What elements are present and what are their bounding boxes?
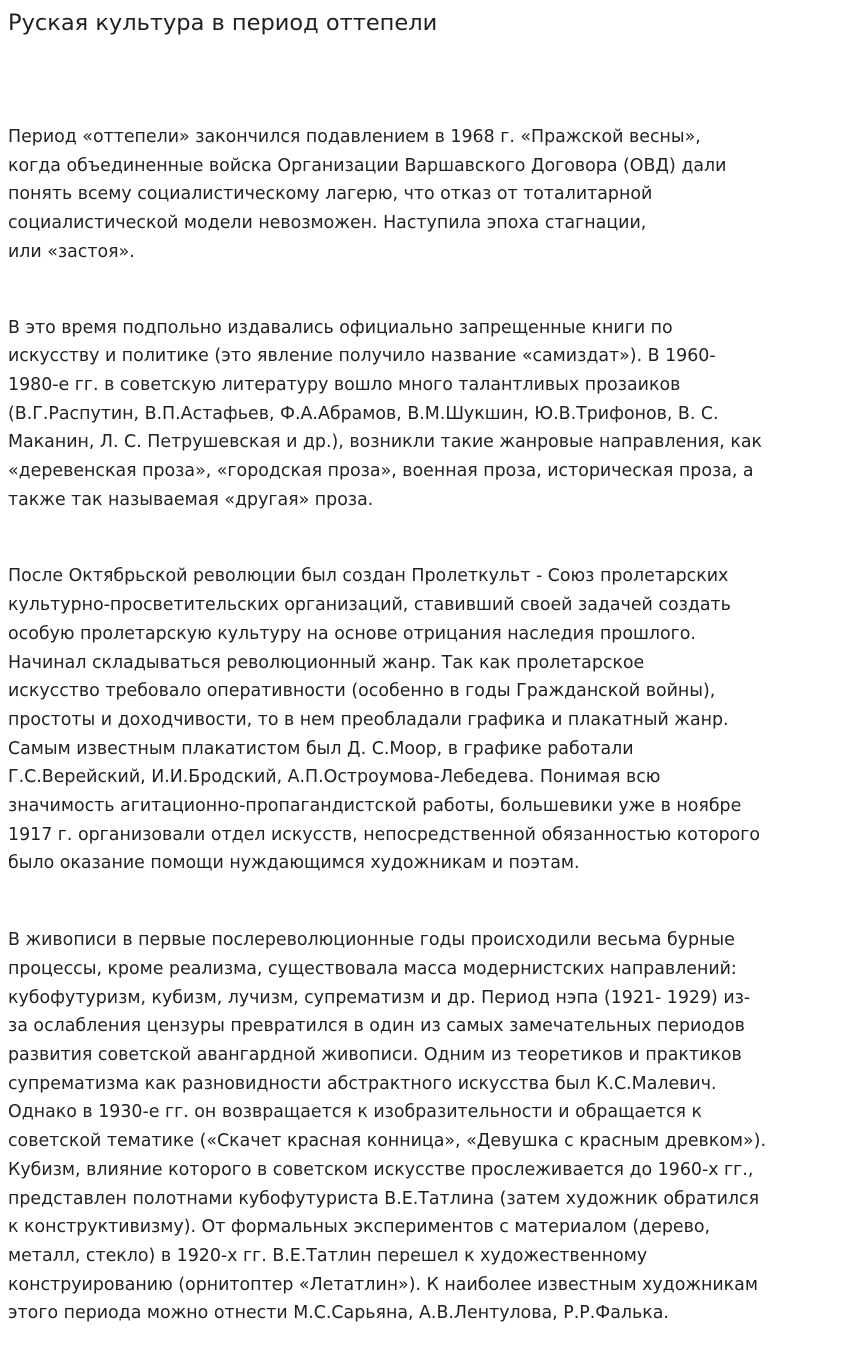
article xyxy=(8,0,839,1328)
article-title: Руская культура в период оттепели xyxy=(8,10,438,36)
article-paragraph-painting: В живописи в первые послереволюционные годы происходили весьма бурные процессы, кроме реализма, существовала масса модернистских направлений: кубофутуризм, кубизм, лучизм, супрематизм и др. Период нэпа (1921- 1929) из- за ослабления цензуры превратился в один из самых замечательных периодов развития советской авангардной живописи. Одним из теоретиков и практиков супрематизма как разновидности абстрактного искусства был К.С.Малевич. Однако в 1930-е гг. он возвращается к изобразительности и обращается к советской тематике («Скачет красная конница», «Девушка с красным древком»). Кубизм, влияние которого в советском искусстве прослеживается до 1960-х гг., представлен полотнами кубофутуриста В.Е.Татлина (затем художник обратился к конструктивизму). От формальных экспериментов с материалом (дерево, металл, стекло) в 1920-х гг. В.Е.Татлин перешел к художественному конструированию (орнитоптер «Летатлин»). К наиболее известным художникам этого периода можно отнести М.С.Сарьяна, А.В.Лентулова, Р.Р.Фалька. xyxy=(8,930,766,1324)
article-paragraph-thaw-end: Период «оттепели» закончился подавлением в 1968 г. «Пражской весны», когда объединенные войска Организации Варшавского Договора (ОВД) дали понять всему социалистическому лагерю, что отказ от тоталитарной социалистической модели невозможен. Наступила эпоха стагнации, или «застоя». xyxy=(8,127,727,262)
article-paragraph-proletkult: После Октябрьской революции был создан Пролеткульт - Союз пролетарских культурно-просветительских организаций, ставивший своей задачей создать особую пролетарскую культуру на основе отрицания наследия прошлого. Начинал складываться революционный жанр. Так как пролетарское искусство требовало оперативности (особенно в годы Гражданской войны), простоты и доходчивости, то в нем преобладали графика и плакатный жанр. Самым известным плакатистом был Д. С.Моор, в графике работали Г.С.Верейский, И.И.Бродский, А.П.Остроумова-Лебедева. Понимая всю значимость агитационно-пропагандистской работы, большевики уже в ноябре 1917 г. организовали отдел искусств, непосредственной обязанностью которого было оказание помощи нуждающимся художникам и поэтам. xyxy=(8,566,761,874)
article-paragraph-samizdat: В это время подпольно издавались официально запрещенные книги по искусству и политике (это явление получило название «самиздат»). В 1960- 1980-е гг. в советскую литературу вошло много талантливых прозаиков (В.Г.Распутин, В.П.Астафьев, Ф.А.Абрамов, В.М.Шукшин, Ю.В.Трифонов, В. С. Маканин, Л. С. Петрушевская и др.), возникли такие жанровые направления, как «деревенская проза», «городская проза», военная проза, историческая проза, а также так называемая «другая» проза. xyxy=(8,317,762,510)
